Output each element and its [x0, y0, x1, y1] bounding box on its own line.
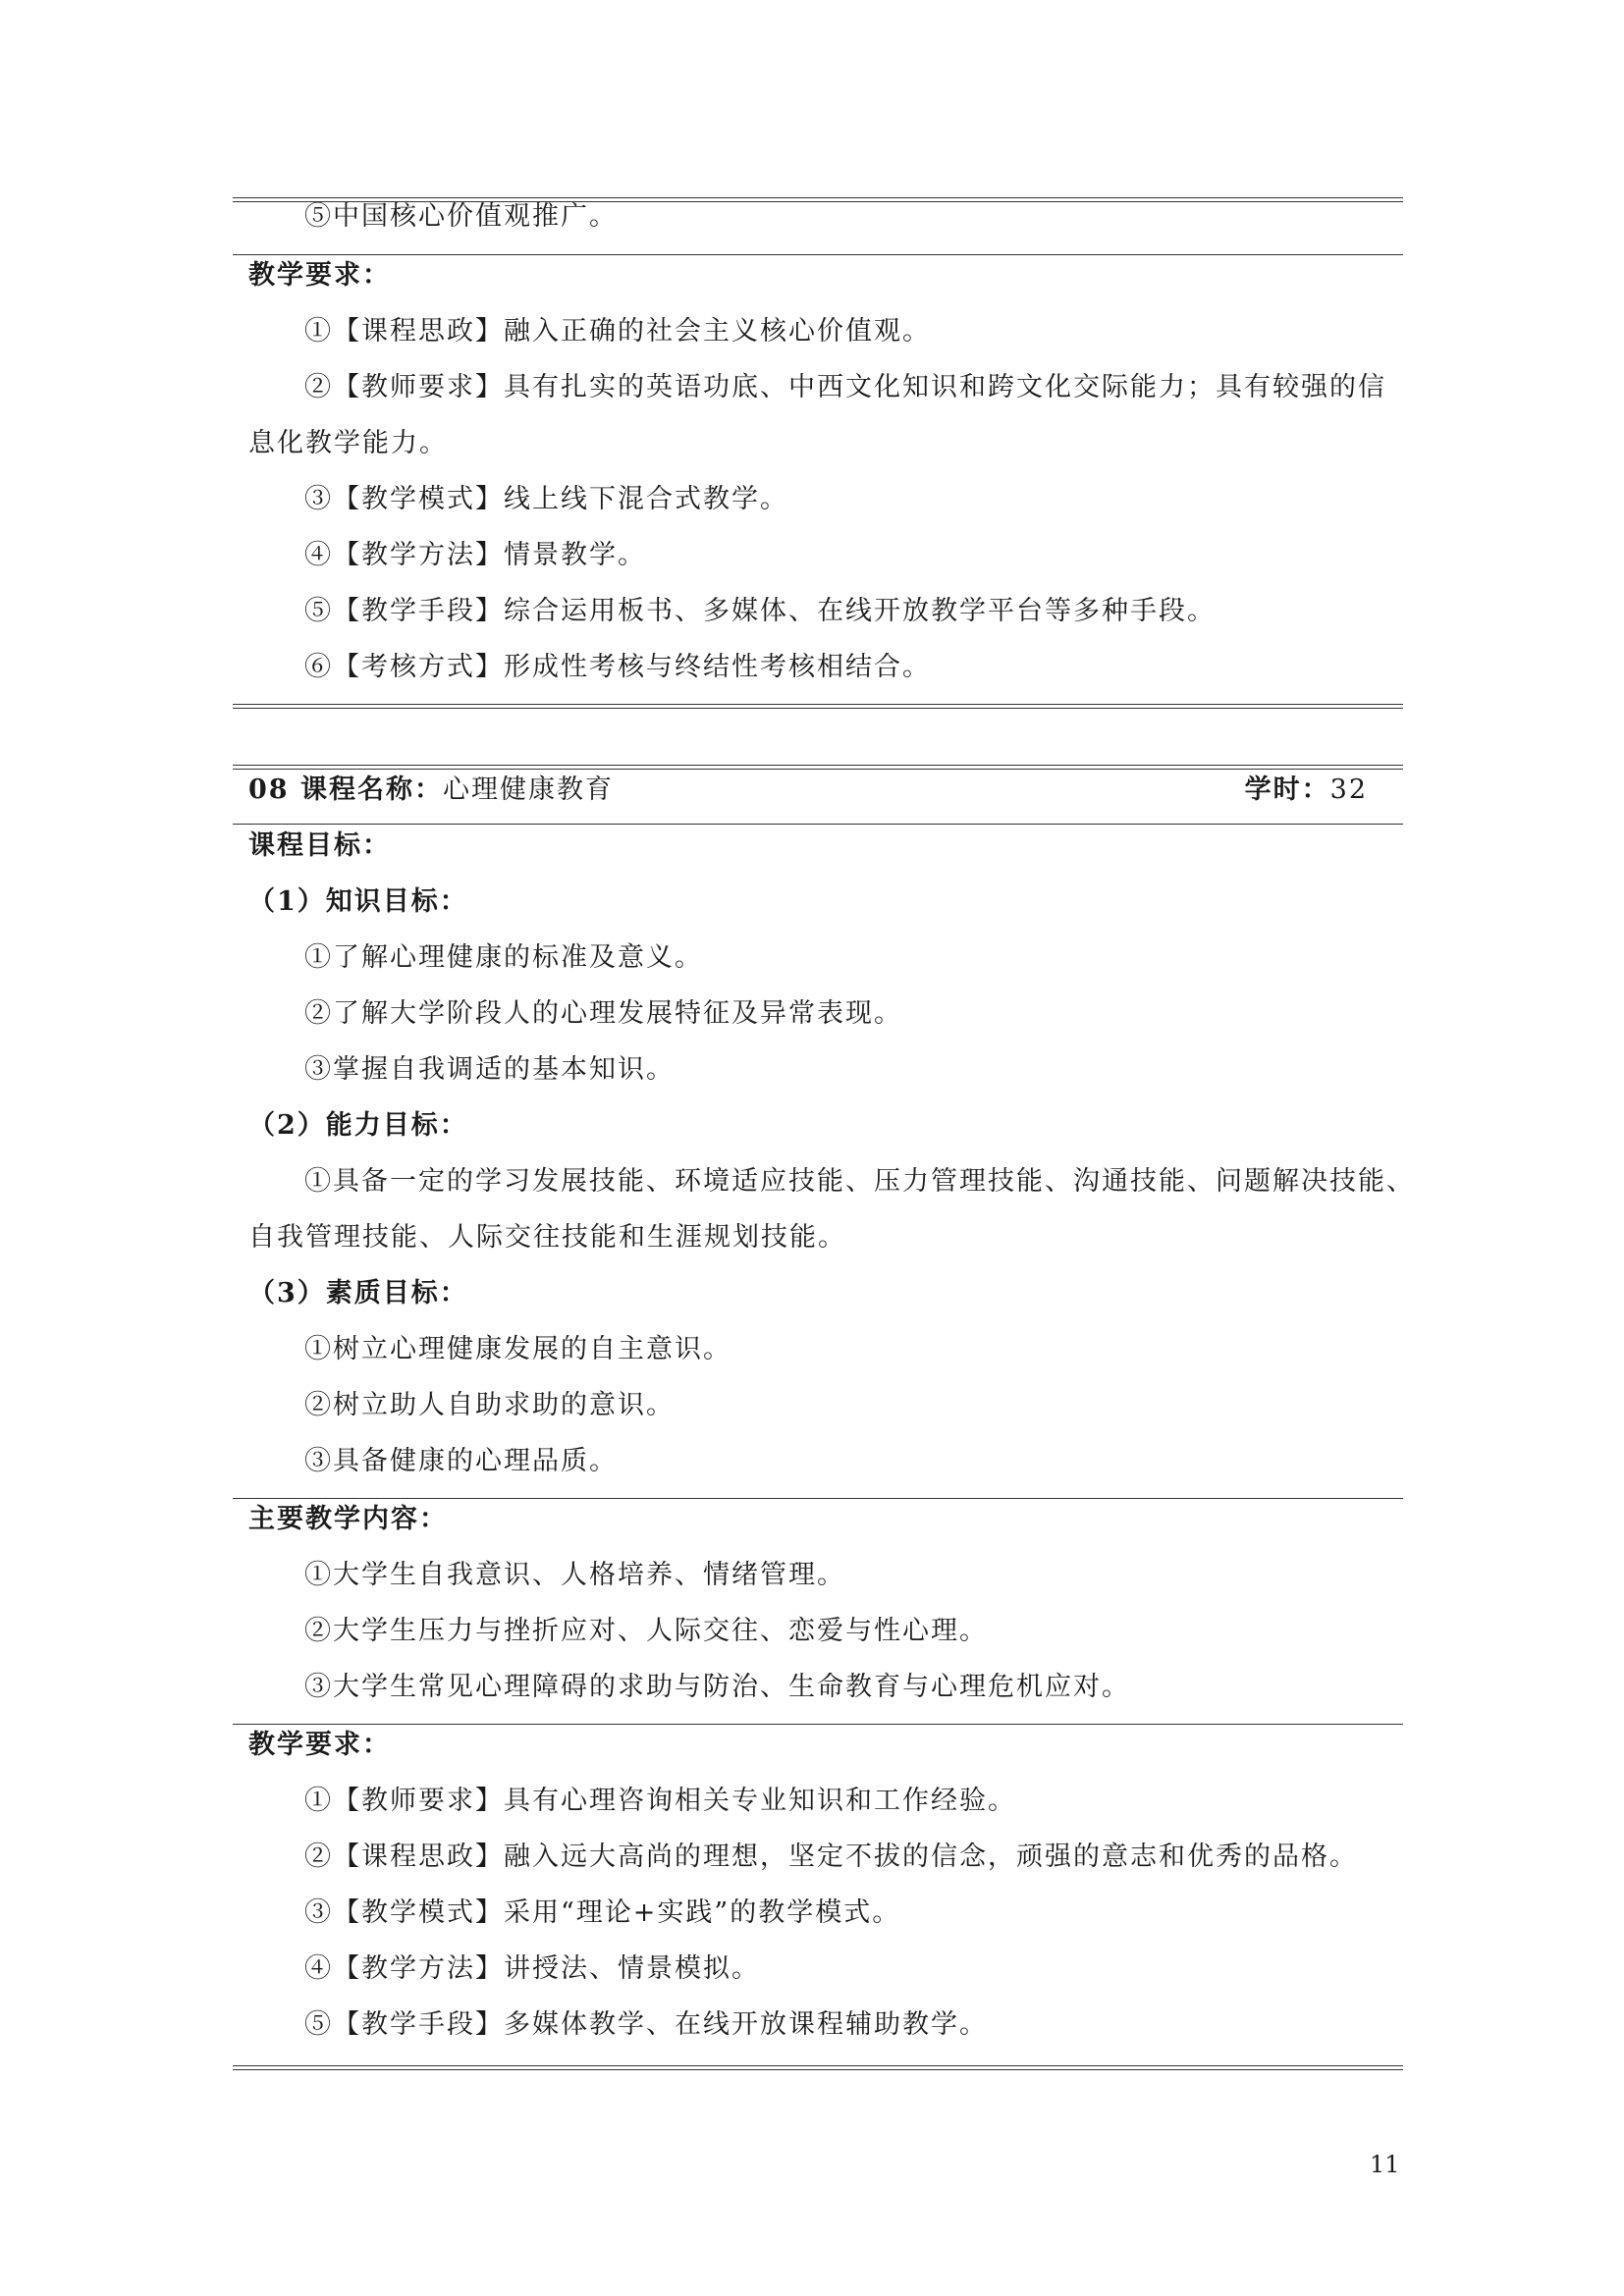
divider — [233, 1724, 1403, 1725]
prev-req-item: ②【教师要求】具有扎实的英语功底、中西文化知识和跨文化交际能力；具有较强的信 — [304, 372, 1386, 402]
prev-req-heading: 教学要求： — [248, 260, 391, 291]
course-title-row — [248, 771, 1368, 810]
course-hours: 32 — [1329, 774, 1368, 805]
req-item: ④【教学方法】讲授法、情景模拟。 — [304, 1953, 760, 1984]
req-item: ③【教学模式】采用“理论+实践”的教学模式。 — [304, 1897, 901, 1928]
ability-item: ①具备一定的学习发展技能、环境适应技能、压力管理技能、沟通技能、问题解决技能、 — [304, 1166, 1415, 1197]
req-item: ②【课程思政】融入远大高尚的理想，坚定不拔的信念，顽强的意志和优秀的品格。 — [304, 1842, 1358, 1872]
req-item: ⑤【教学手段】多媒体教学、在线开放课程辅助教学。 — [304, 2009, 988, 2040]
page-number: 11 — [1370, 2151, 1400, 2178]
knowledge-item: ③掌握自我调适的基本知识。 — [304, 1054, 675, 1085]
prev-content-item: ⑤中国核心价值观推广。 — [304, 201, 618, 232]
quality-heading: （3）素质目标： — [248, 1278, 468, 1308]
quality-item: ③具备健康的心理品质。 — [304, 1446, 618, 1476]
section-end-double-rule — [233, 704, 1403, 709]
divider — [233, 254, 1403, 255]
knowledge-item: ①了解心理健康的标准及意义。 — [304, 942, 703, 973]
content-heading: 主要教学内容： — [248, 1504, 448, 1534]
quality-item: ②树立助人自助求助的意识。 — [304, 1390, 675, 1420]
prev-req-item: ①【课程思政】融入正确的社会主义核心价值观。 — [304, 316, 931, 347]
divider — [233, 1498, 1403, 1499]
prev-req-item: ⑥【考核方式】形成性考核与终结性考核相结合。 — [304, 652, 931, 682]
content-item: ①大学生自我意识、人格培养、情绪管理。 — [304, 1560, 845, 1590]
course-end-double-rule — [233, 2065, 1403, 2070]
course-name: 心理健康教育 — [442, 774, 614, 805]
divider — [233, 824, 1403, 825]
req-item: ①【教师要求】具有心理咨询相关专业知识和工作经验。 — [304, 1786, 1016, 1816]
course-hours-group — [1245, 771, 1368, 810]
prev-req-item: 息化教学能力。 — [248, 428, 448, 458]
course-top-double-rule — [233, 765, 1403, 770]
quality-item: ①树立心理健康发展的自主意识。 — [304, 1334, 731, 1364]
prev-req-item: ⑤【教学手段】综合运用板书、多媒体、在线开放教学平台等多种手段。 — [304, 596, 1216, 626]
content-item: ③大学生常见心理障碍的求助与防治、生命教育与心理危机应对。 — [304, 1672, 1130, 1702]
goals-heading: 课程目标： — [248, 830, 391, 861]
req-heading: 教学要求： — [248, 1730, 391, 1760]
ability-heading: （2）能力目标： — [248, 1110, 468, 1141]
course-number-label: 08 课程名称： — [248, 774, 443, 805]
content-item: ②大学生压力与挫折应对、人际交往、恋爱与性心理。 — [304, 1616, 988, 1646]
knowledge-heading: （1）知识目标： — [248, 886, 468, 917]
course-hours-label: 学时： — [1244, 774, 1330, 805]
knowledge-item: ②了解大学阶段人的心理发展特征及异常表现。 — [304, 998, 902, 1029]
prev-req-item: ④【教学方法】情景教学。 — [304, 540, 646, 570]
prev-req-item: ③【教学模式】线上线下混合式教学。 — [304, 484, 788, 514]
ability-item: 自我管理技能、人际交往技能和生涯规划技能。 — [248, 1222, 846, 1253]
course-name-group — [248, 771, 614, 810]
